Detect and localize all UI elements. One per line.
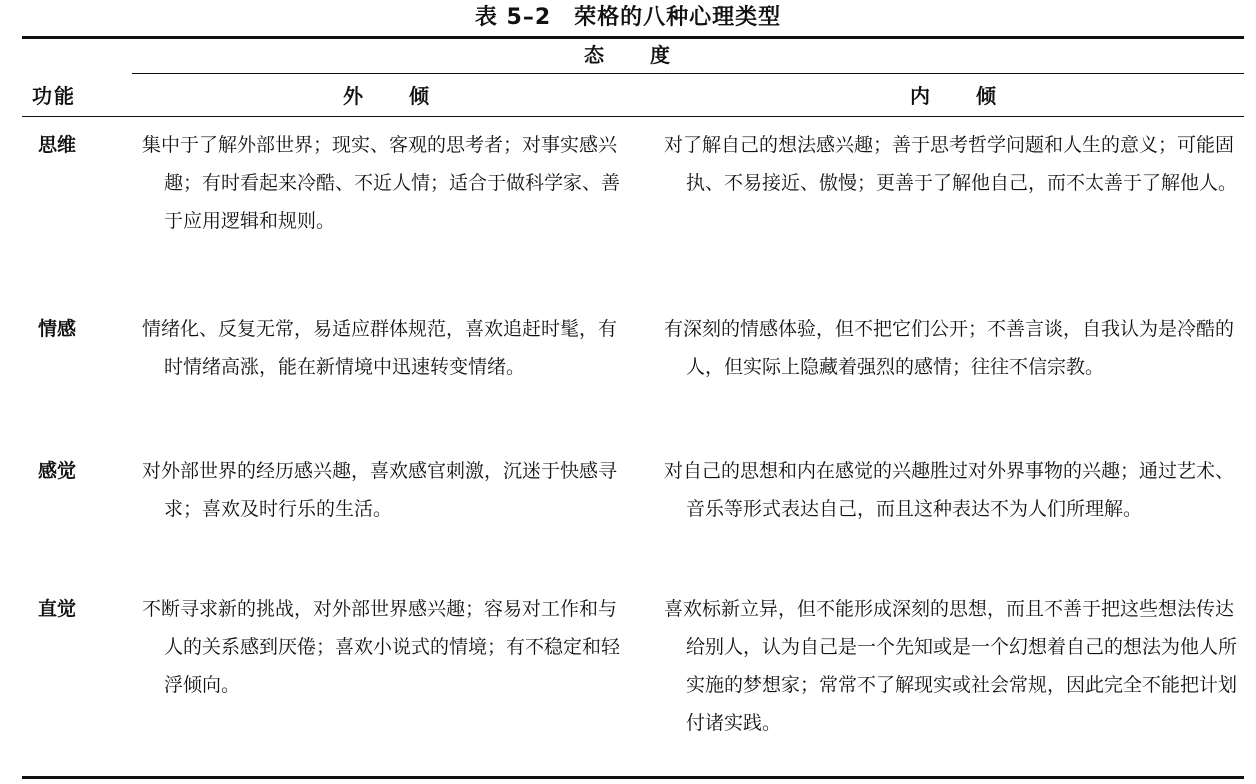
table-title: 表 5–2 荣格的八种心理类型	[474, 5, 782, 30]
extravert-header: 外 倾	[343, 84, 431, 108]
header-rule	[22, 116, 1244, 117]
function-header: 功能	[32, 84, 76, 108]
introvert-sensation-text: 对自己的思想和内在感觉的兴趣胜过对外界事物的兴趣；通过艺术、音乐等形式表达自己，而且这种表达不为人们所理解。	[664, 460, 1235, 520]
extravert-feeling-text: 情绪化、反复无常，易适应群体规范，喜欢追赶时髦，有时情绪高涨，能在新情境中迅速转变情绪。	[142, 318, 618, 378]
bottom-rule	[22, 776, 1244, 779]
extravert-intuition-text: 不断寻求新的挑战，对外部世界感兴趣；容易对工作和与人的关系感到厌倦；喜欢小说式的情境；有不稳定和轻浮倾向。	[142, 598, 621, 696]
function-label-feeling: 情感	[38, 318, 77, 340]
extravert-sensation-text: 对外部世界的经历感兴趣，喜欢感官刺激，沉迷于快感寻求；喜欢及时行乐的生活。	[142, 460, 618, 520]
introvert-thinking-text: 对了解自己的想法感兴趣；善于思考哲学问题和人生的意义；可能固执、不易接近、傲慢；更善于了解他自己，而不太善于了解他人。	[664, 134, 1238, 194]
function-label-intuition: 直觉	[38, 598, 77, 620]
top-rule	[22, 36, 1244, 39]
function-label-thinking: 思维	[38, 134, 77, 156]
attitude-header: 态 度	[584, 43, 672, 67]
introvert-feeling-text: 有深刻的情感体验，但不把它们公开；不善言谈，自我认为是冷酷的人，但实际上隐藏着强烈的感情；往往不信宗教。	[664, 318, 1235, 378]
extravert-thinking-text: 集中于了解外部世界；现实、客观的思考者；对事实感兴趣；有时看起来冷酷、不近人情；适合于做科学家、善于应用逻辑和规则。	[142, 134, 621, 232]
introvert-intuition-text: 喜欢标新立异，但不能形成深刻的思想，而且不善于把这些想法传达给别人，认为自己是一个先知或是一个幻想着自己的想法为他人所实施的梦想家；常常不了解现实或社会常规，因此完全不能把计划付诸实践。	[664, 598, 1238, 734]
introvert-header: 内 倾	[910, 84, 998, 108]
attitude-rule	[132, 73, 1244, 74]
function-label-sensation: 感觉	[38, 460, 77, 482]
